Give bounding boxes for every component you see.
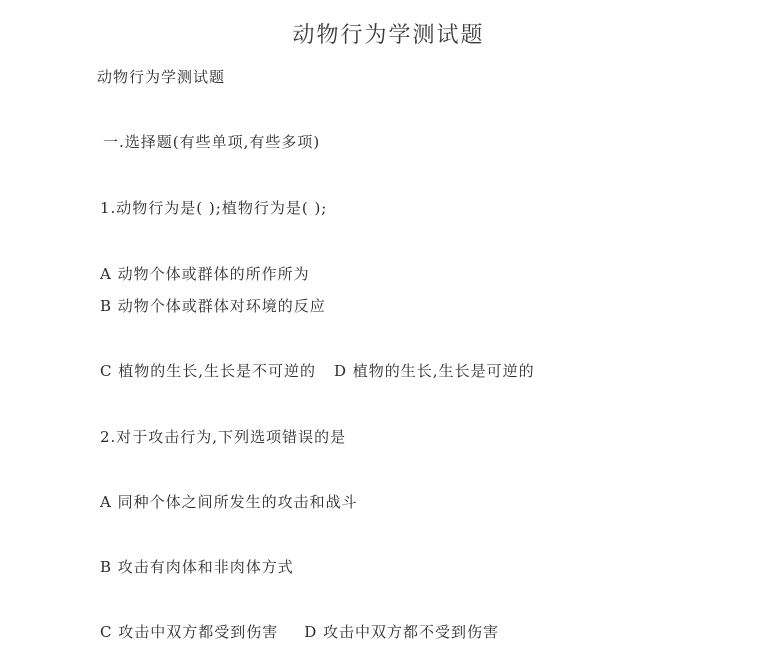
document-subtitle: 动物行为学测试题: [97, 68, 226, 86]
question-1-option-d: D 植物的生长,生长是可逆的: [334, 362, 535, 380]
question-1-option-a: A 动物个体或群体的所作所为: [100, 265, 310, 283]
question-1-option-c: C 植物的生长,生长是不可逆的: [100, 362, 317, 380]
question-2-option-b: B 攻击有肉体和非肉体方式: [100, 558, 294, 576]
question-2-option-a: A 同种个体之间所发生的攻击和战斗: [100, 493, 358, 511]
question-1-options-cd: [100, 360, 535, 381]
question-2-option-c: C 攻击中双方都受到伤害: [100, 623, 279, 641]
question-1-stem: 1.动物行为是( );植物行为是( );: [100, 199, 328, 217]
question-2-stem: 2.对于攻击行为,下列选项错误的是: [100, 428, 347, 446]
question-2-options-cd: [100, 621, 499, 642]
section-heading: 一.选择题(有些单项,有些多项): [103, 133, 321, 151]
question-2-option-d: D 攻击中双方都不受到伤害: [304, 623, 500, 641]
question-1-option-b: B 动物个体或群体对环境的反应: [100, 297, 326, 315]
document-title: 动物行为学测试题: [292, 23, 485, 48]
